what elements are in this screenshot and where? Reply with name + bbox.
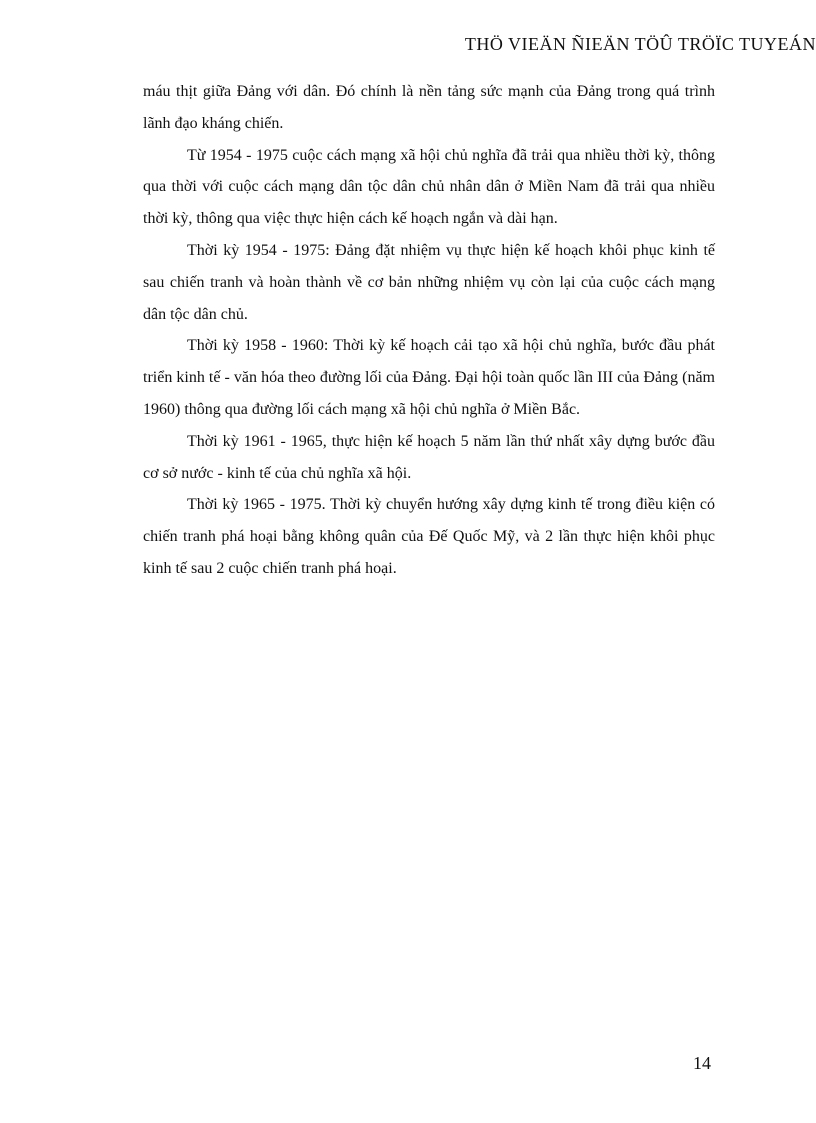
page-number: 14 xyxy=(693,1053,711,1073)
paragraph: Thời kỳ 1958 - 1960: Thời kỳ kế hoạch cải tạo xã hội chủ nghĩa, bước đầu phát triển kinh tế - văn hóa theo đường lối của Đảng. Đại hội toàn quốc lần III của Đảng (năm 1960) thông qua đường lối cách mạng xã hội chủ nghĩa ở Miền Bắc. xyxy=(143,337,715,418)
paragraph: Thời kỳ 1954 - 1975: Đảng đặt nhiệm vụ thực hiện kế hoạch khôi phục kinh tế sau chiến tranh và hoàn thành về cơ bản những nhiệm vụ còn lại của cuộc cách mạng dân tộc dân chủ. xyxy=(143,241,715,323)
paragraph: Từ 1954 - 1975 cuộc cách mạng xã hội chủ nghĩa đã trải qua nhiều thời kỳ, thông qua thời với cuộc cách mạng dân tộc dân chủ nhân dân ở Miền Nam đã trải qua nhiều thời kỳ, thông qua việc thực hiện cách kế hoạch ngắn và dài hạn. xyxy=(143,146,715,228)
paragraph-continuation: máu thịt giữa Đảng với dân. Đó chính là nền tảng sức mạnh của Đảng trong quá trình lãnh đạo kháng chiến. xyxy=(143,83,715,132)
body-text xyxy=(143,76,715,585)
paragraph: Thời kỳ 1961 - 1965, thực hiện kế hoạch 5 năm lần thứ nhất xây dựng bước đầu cơ sở nước - kinh tế của chủ nghĩa xã hội. xyxy=(143,432,715,482)
page-header: THÖ VIEÄN ÑIEÄN TÖÛ TRÖÏC TUYEÁN xyxy=(464,34,816,54)
paragraph: Thời kỳ 1965 - 1975. Thời kỳ chuyển hướng xây dựng kinh tế trong điều kiện có chiến tranh phá hoại bằng không quân của Đế Quốc Mỹ, và 2 lần thực hiện khôi phục kinh tế sau 2 cuộc chiến tranh phá hoại. xyxy=(143,496,715,577)
